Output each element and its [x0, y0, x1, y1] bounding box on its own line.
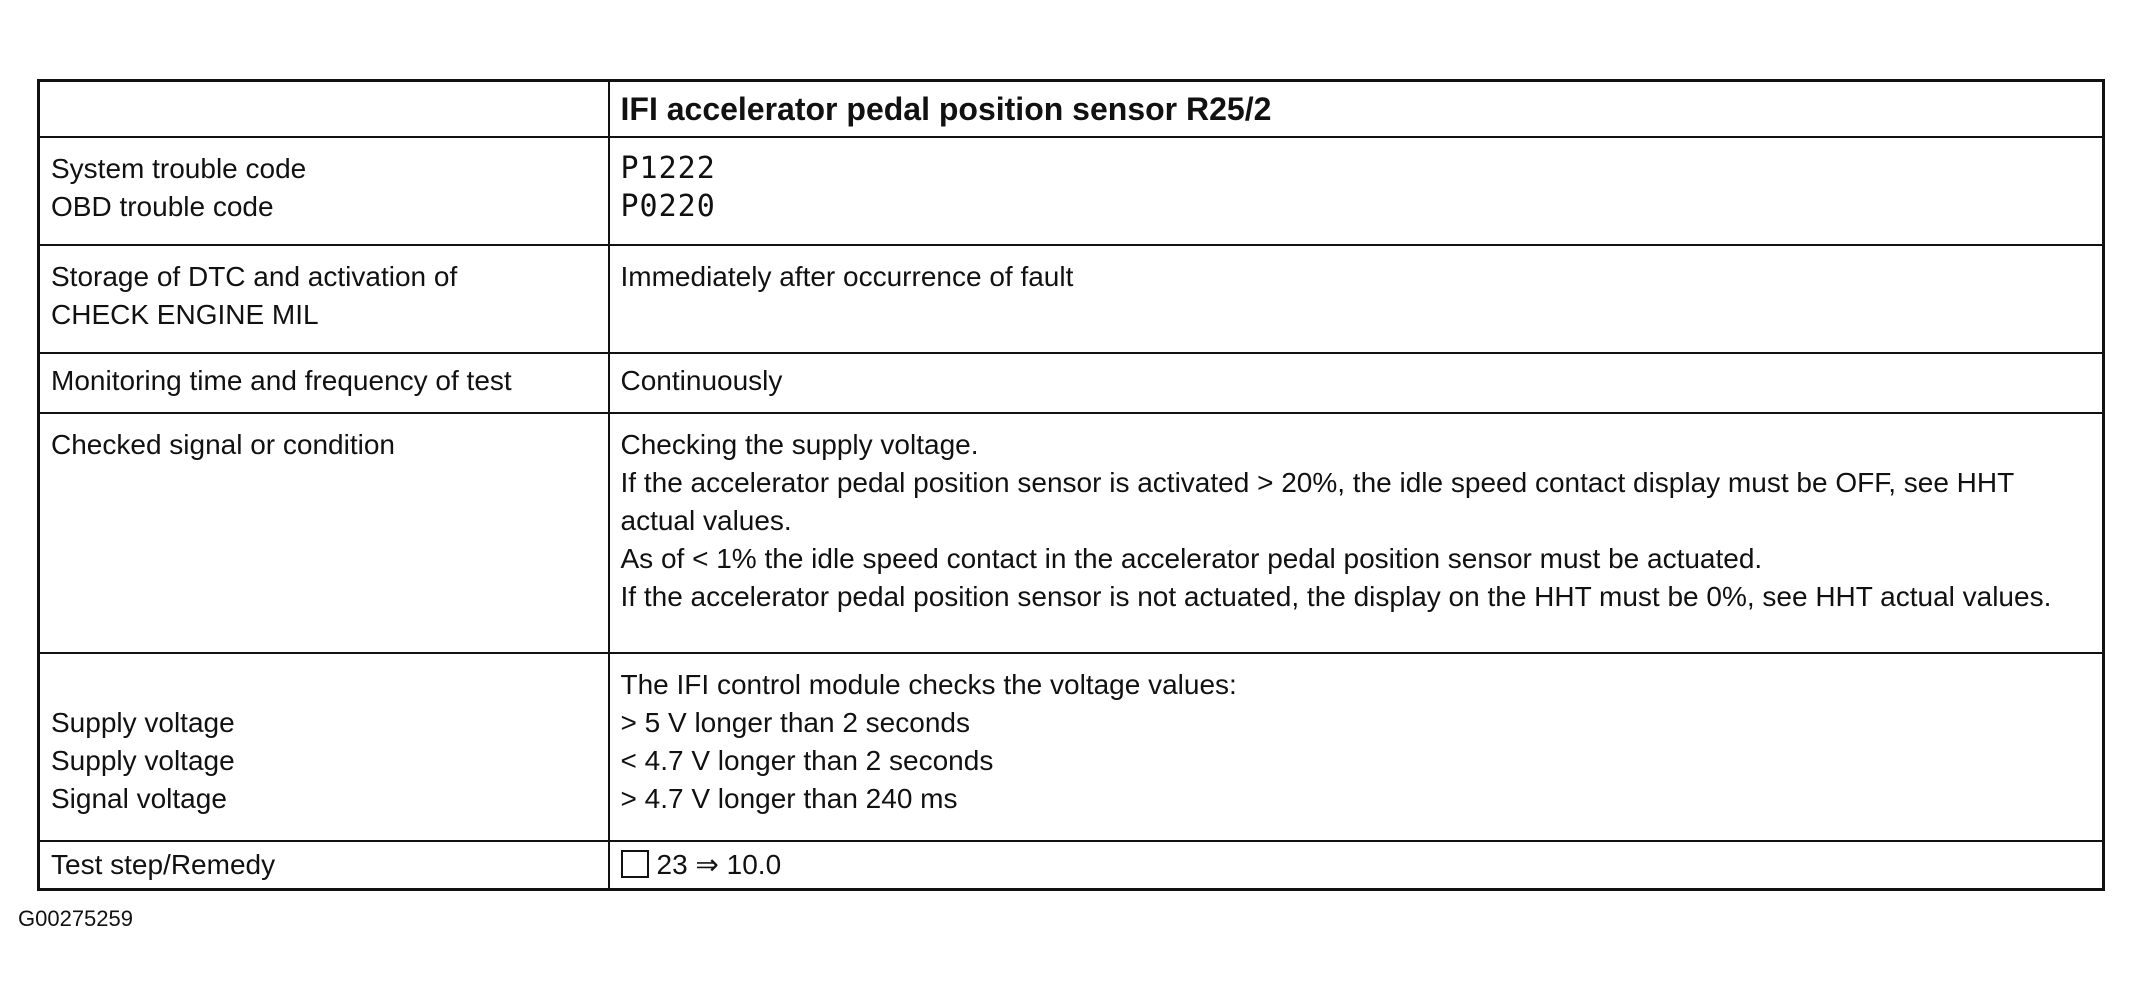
voltage-values — [609, 653, 2104, 841]
monitoring-label — [39, 353, 609, 413]
table-row-voltage — [39, 653, 2104, 841]
checked-signal-label — [39, 413, 609, 653]
voltage-labels — [39, 653, 609, 841]
remedy-label-text: Test step/Remedy — [51, 849, 276, 880]
signal-voltage-label: Signal voltage — [51, 783, 227, 814]
monitoring-label-text: Monitoring time and frequency of test — [51, 365, 512, 396]
checked-signal-label-text: Checked signal or condition — [51, 429, 395, 460]
system-trouble-code-value: P1222 — [620, 151, 716, 186]
storage-labels — [39, 245, 609, 353]
voltage-value-1: > 5 V longer than 2 seconds — [620, 707, 970, 738]
checked-line-4: If the accelerator pedal position sensor is not actuated, the display on the HHT must be 0%, see HHT actual values. — [620, 581, 2052, 612]
supply-voltage-label-2: Supply voltage — [51, 745, 235, 776]
voltage-intro: The IFI control module checks the voltage values: — [620, 669, 1237, 700]
monitoring-value — [609, 353, 2104, 413]
voltage-value-3: > 4.7 V longer than 240 ms — [620, 783, 958, 814]
voltage-label-spacer — [51, 666, 598, 704]
voltage-value-2: < 4.7 V longer than 2 seconds — [620, 745, 994, 776]
table-row-storage — [39, 245, 2104, 353]
figure-id-caption: G00275259 — [18, 906, 133, 931]
monitoring-value-text: Continuously — [620, 365, 783, 396]
system-trouble-code-label: System trouble code — [51, 153, 307, 184]
table-row-trouble-codes — [39, 137, 2104, 245]
table-row-checked-signal — [39, 413, 2104, 653]
trouble-code-values — [609, 137, 2104, 245]
header-title: IFI accelerator pedal position sensor R25/2 — [609, 81, 2104, 138]
checked-signal-description — [609, 413, 2104, 653]
storage-label-line-1: Storage of DTC and activation of — [51, 261, 458, 292]
obd-trouble-code-value: P0220 — [620, 189, 716, 224]
table-row-remedy — [39, 841, 2104, 890]
remedy-label — [39, 841, 609, 890]
remedy-value-text: 23 ⇒ 10.0 — [656, 849, 782, 880]
storage-value — [609, 245, 2104, 353]
header-left-cell — [39, 81, 609, 138]
obd-trouble-code-label: OBD trouble code — [51, 191, 274, 222]
checkbox-icon — [621, 850, 649, 878]
remedy-value — [609, 841, 2104, 890]
remedy-value-line — [621, 846, 2093, 884]
checked-line-3: As of < 1% the idle speed contact in the accelerator pedal position sensor must be actuated. — [620, 543, 1763, 574]
table-header-row — [39, 81, 2104, 138]
trouble-code-spec-table — [37, 79, 2105, 891]
checked-line-1: Checking the supply voltage. — [620, 429, 979, 460]
supply-voltage-label-1: Supply voltage — [51, 707, 235, 738]
storage-value-text: Immediately after occurrence of fault — [620, 261, 1074, 292]
checked-line-2: If the accelerator pedal position sensor is activated > 20%, the idle speed contact display must be OFF, see HHT actual values. — [620, 467, 2014, 536]
table-row-monitoring — [39, 353, 2104, 413]
trouble-code-labels — [39, 137, 609, 245]
storage-label-line-2: CHECK ENGINE MIL — [51, 299, 319, 330]
